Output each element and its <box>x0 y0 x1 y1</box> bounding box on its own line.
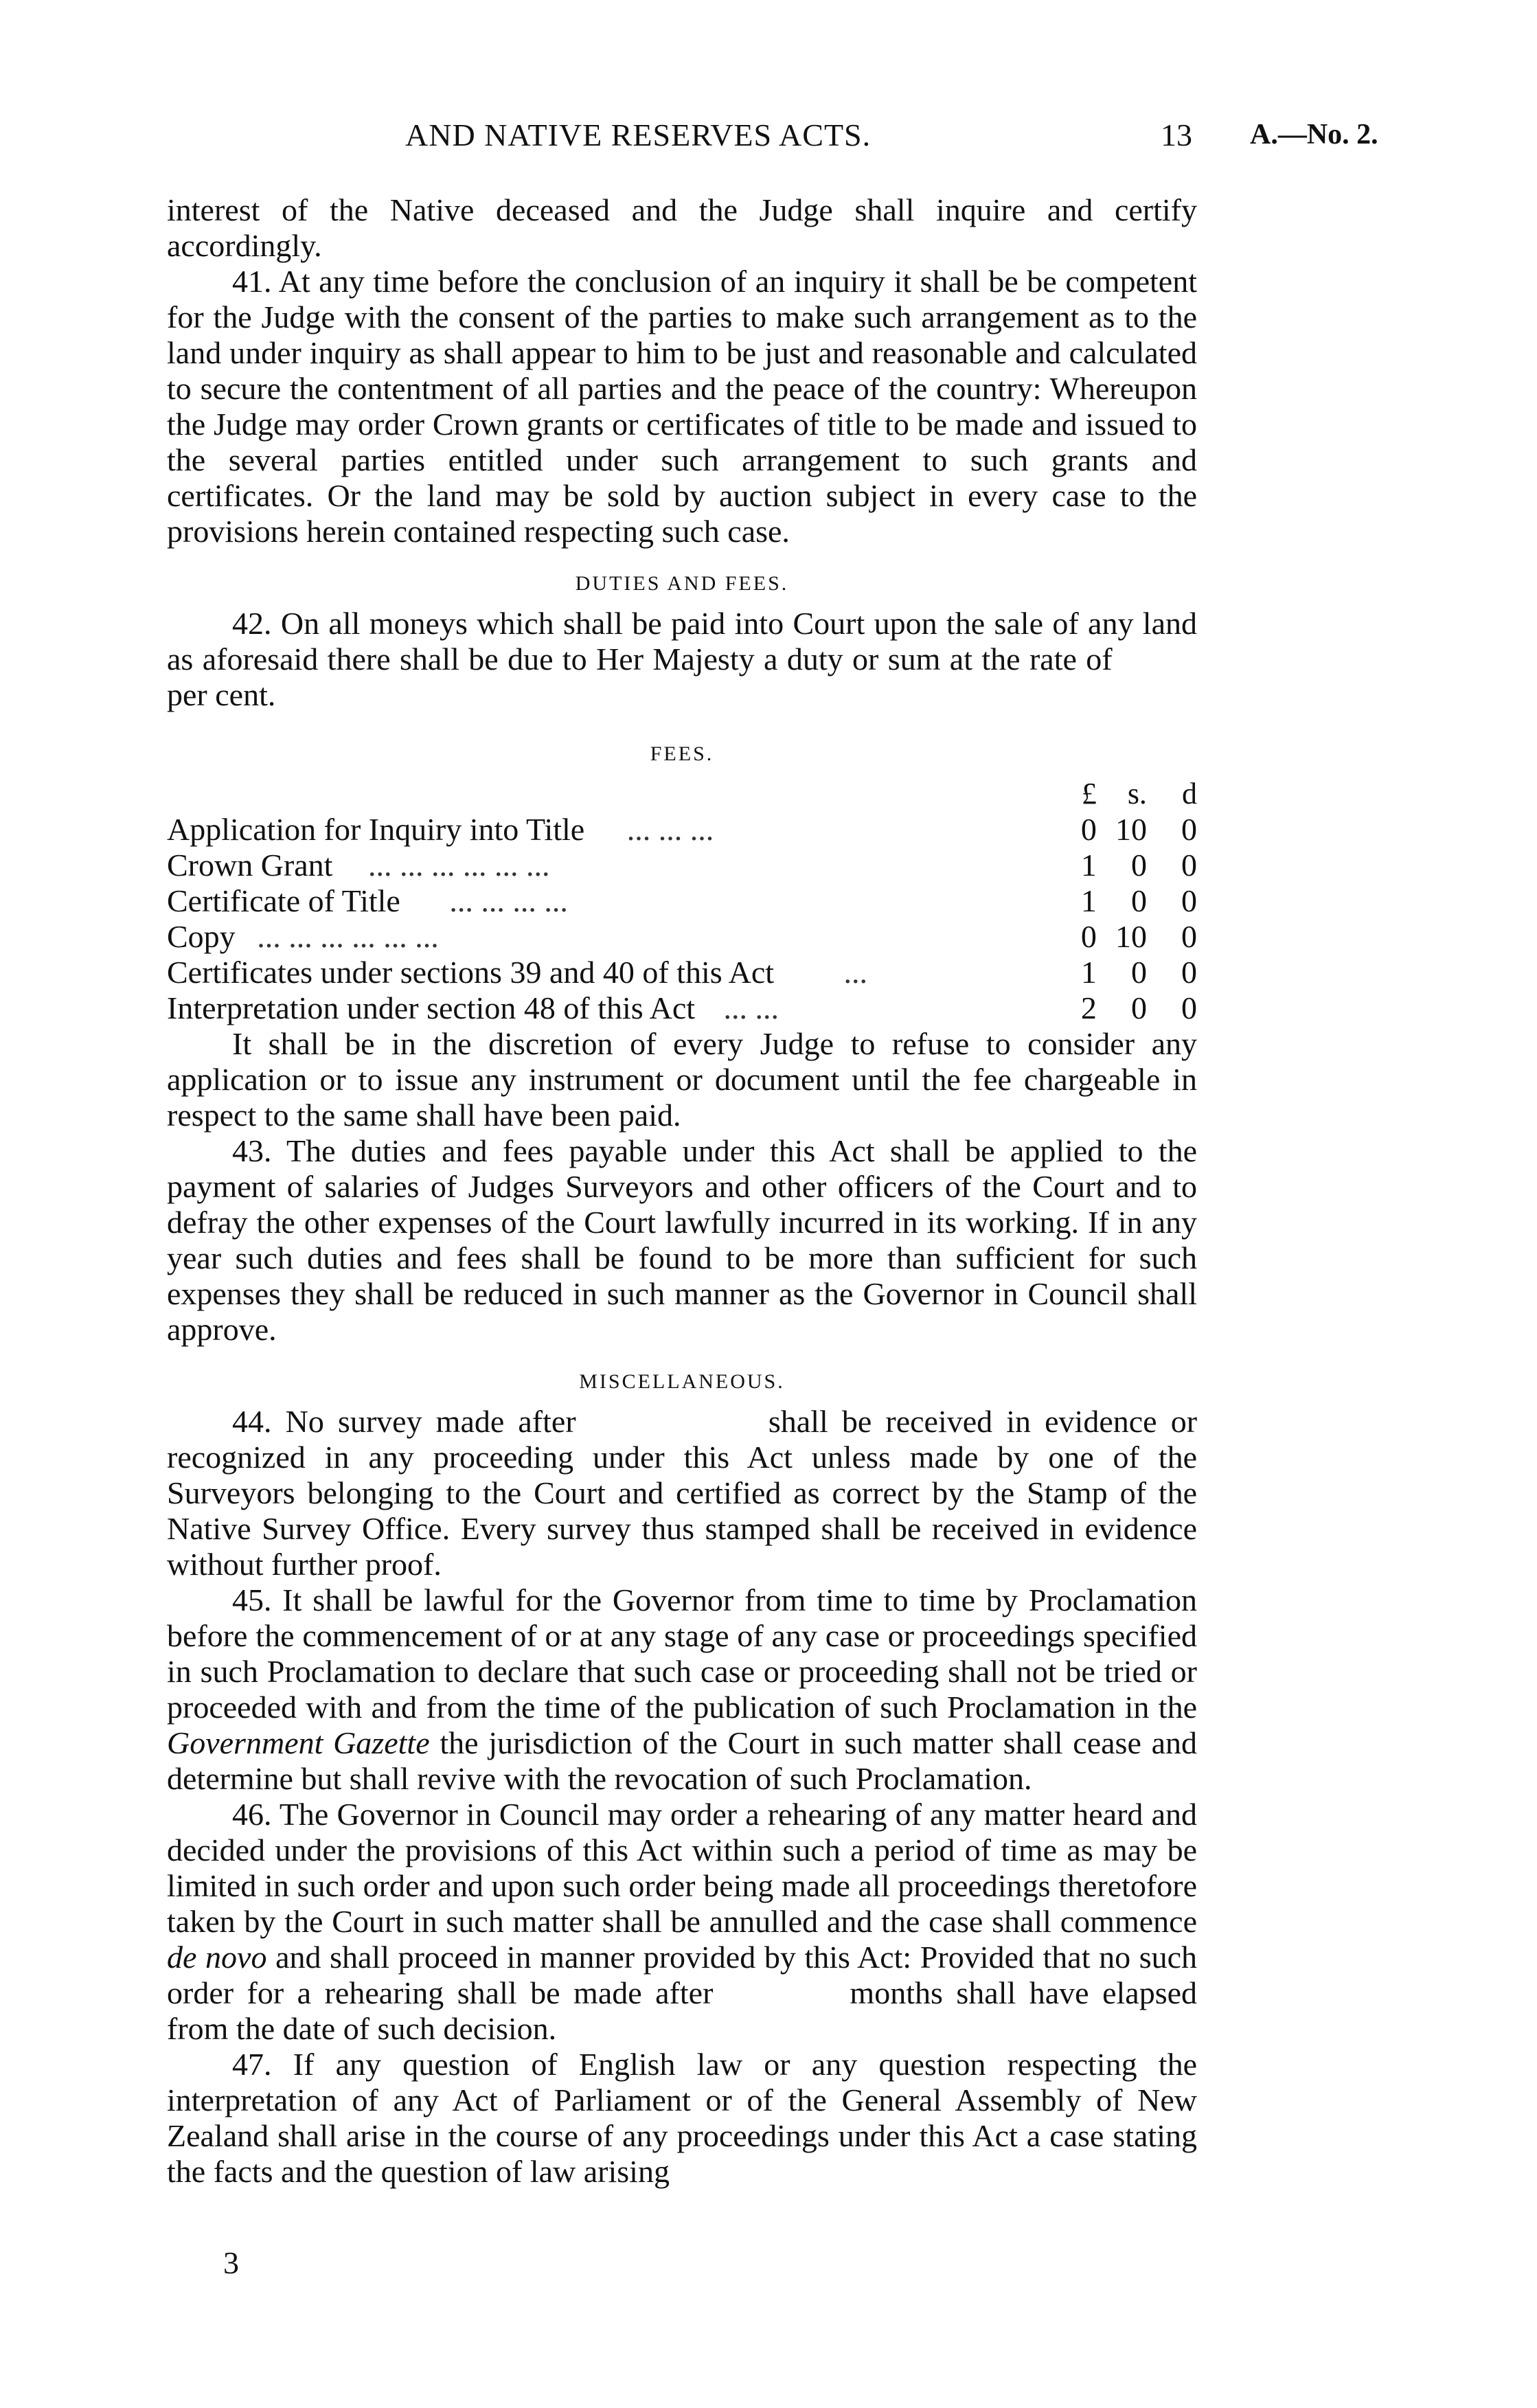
fee-pounds: 0 <box>1080 919 1097 954</box>
section-41: 41. At any time before the conclusion of an inquiry it shall be be competent for the Judge with the consent of the parties to make such arrangement as to the land under inquiry as shall appear to him to be just and reasonable and calculated to secure the contentment of all parties and the peace of the country: Whereupon the Judge may order Crown grants or certificates of title to be made and issued to the several parties entitled under such arrangement to such grants and certificates. Or the land may be sold by auction subject in every case to the provisions herein contained respecting such case. <box>167 264 1197 549</box>
column-pence: d <box>1182 777 1197 810</box>
section-44 <box>167 1404 1197 1582</box>
section-45-rest: the jurisdiction of the Court in such matter shall cease and determine but shall revive with the revocation of such Proclamation. <box>167 1725 1197 1796</box>
leader-dots: ... ... ... ... ... ... <box>257 919 439 954</box>
section-42-end: per cent. <box>167 677 276 712</box>
paragraph-continued: interest of the Native deceased and the Judge shall inquire and certify accordingly. <box>167 192 1197 263</box>
section-46-middle: and shall proceed in manner provided by this Act: Provided that no such order for a rehearing shall be made after <box>167 1940 1198 2010</box>
leader-dots: ... ... ... ... <box>449 883 568 918</box>
de-novo: de novo <box>167 1940 267 1975</box>
government-gazette: Government Gazette <box>167 1725 430 1760</box>
section-42-text: 42. On all moneys which shall be paid into Court upon the sale of any land as aforesaid there shall be due to Her Majesty a duty or sum at the rate of <box>167 606 1197 677</box>
fee-shillings: 0 <box>1130 883 1147 918</box>
column-pounds: £ <box>1081 777 1097 810</box>
fee-shillings: 0 <box>1130 848 1147 883</box>
signature-mark: 3 <box>223 2245 239 2280</box>
header-title: AND NATIVE RESERVES ACTS. <box>405 117 872 152</box>
fee-shillings: 10 <box>1115 919 1147 954</box>
page-body <box>167 192 1197 2190</box>
fee-shillings: 10 <box>1115 812 1147 847</box>
fee-row <box>167 955 1197 990</box>
fee-pence: 0 <box>1181 990 1197 1025</box>
fee-pounds: 1 <box>1080 848 1097 883</box>
paragraph-fee-discretion: It shall be in the discretion of every Judge to refuse to consider any application or to issue any instrument or document until the fee chargeable in respect to the same shall have been paid. <box>167 1026 1197 1133</box>
fee-pence: 0 <box>1181 955 1197 990</box>
document-reference: A.—No. 2. <box>1250 119 1378 150</box>
fee-label: Crown Grant <box>167 848 333 883</box>
page-number: 13 <box>1161 117 1192 152</box>
section-44-start: 44. No survey made after <box>232 1404 576 1439</box>
section-46-start: 46. The Governor in Council may order a rehearing of any matter heard and decided under the provisions of this Act within such a period of time as may be limited in such order and upon such order being made all proceedings theretofore taken by the Court in such matter shall be annulled and the case shall commence <box>167 1797 1197 1939</box>
section-44-rest: shall be received in evidence or recognized in any proceeding under this Act unless made by one of the Surveyors belonging to the Court and certified as correct by the Stamp of the Native Survey Office. Every survey thus stamped shall be received in evidence without further proof. <box>167 1404 1198 1582</box>
fee-pounds: 1 <box>1080 883 1097 918</box>
fee-row <box>167 848 1197 883</box>
fee-row <box>167 919 1197 955</box>
fee-row <box>167 883 1197 919</box>
fees-table-header <box>167 776 1197 812</box>
fee-label: Interpretation under section 48 of this Act <box>167 990 696 1025</box>
fee-label: Copy <box>167 919 236 954</box>
fee-label: Application for Inquiry into Title <box>167 812 585 847</box>
fee-label: Certificates under sections 39 and 40 of this Act <box>167 955 775 990</box>
fee-pence: 0 <box>1181 848 1197 883</box>
column-shillings: s. <box>1127 777 1147 810</box>
heading-duties-and-fees: DUTIES AND FEES. <box>575 572 789 595</box>
fee-shillings: 0 <box>1130 955 1147 990</box>
leader-dots: ... ... ... ... ... ... <box>367 848 550 883</box>
fees-table <box>167 776 1197 1026</box>
heading-fees: FEES. <box>650 742 714 765</box>
section-47: 47. If any question of English law or any question respecting the interpretation of any Act of Parliament or of the General Assembly of New Zealand shall arise in the course of any proceedings under this Act a case stating the facts and the question of law arising <box>167 2047 1197 2189</box>
section-45 <box>167 1582 1197 1797</box>
fee-shillings: 0 <box>1130 990 1147 1025</box>
leader-dots: ... ... ... <box>626 812 714 847</box>
fee-row <box>167 812 1197 848</box>
section-42 <box>167 606 1197 713</box>
fee-pence: 0 <box>1181 812 1197 847</box>
fee-label: Certificate of Title <box>167 883 400 918</box>
running-header <box>165 117 1432 165</box>
fee-row <box>167 990 1197 1026</box>
section-45-start: 45. It shall be lawful for the Governor from time to time by Proclamation before the commencement of or at any stage of any case or proceedings specified in such Proclamation to declare that such case or proceeding shall not be tried or proceeded with and from the time of the publication of such Proclamation in the <box>167 1582 1197 1725</box>
leader-dots: ... <box>843 955 868 990</box>
leader-dots: ... ... <box>723 990 779 1025</box>
fee-pence: 0 <box>1181 919 1197 954</box>
section-43: 43. The duties and fees payable under this Act shall be applied to the payment of salaries of Judges Surveyors and other officers of the Court and to defray the other expenses of the Court lawfully incurred in its working. If in any year such duties and fees shall be found to be more than sufficient for such expenses they shall be reduced in such manner as the Governor in Council shall approve. <box>167 1133 1197 1347</box>
fee-pounds: 0 <box>1080 812 1097 847</box>
fee-pounds: 2 <box>1080 990 1097 1025</box>
section-46 <box>167 1797 1197 2047</box>
heading-miscellaneous: MISCELLANEOUS. <box>579 1370 785 1393</box>
fee-pounds: 1 <box>1080 955 1097 990</box>
section-46-end: months shall have elapsed from the date of such decision. <box>167 1975 1198 2046</box>
fee-pence: 0 <box>1181 883 1197 918</box>
